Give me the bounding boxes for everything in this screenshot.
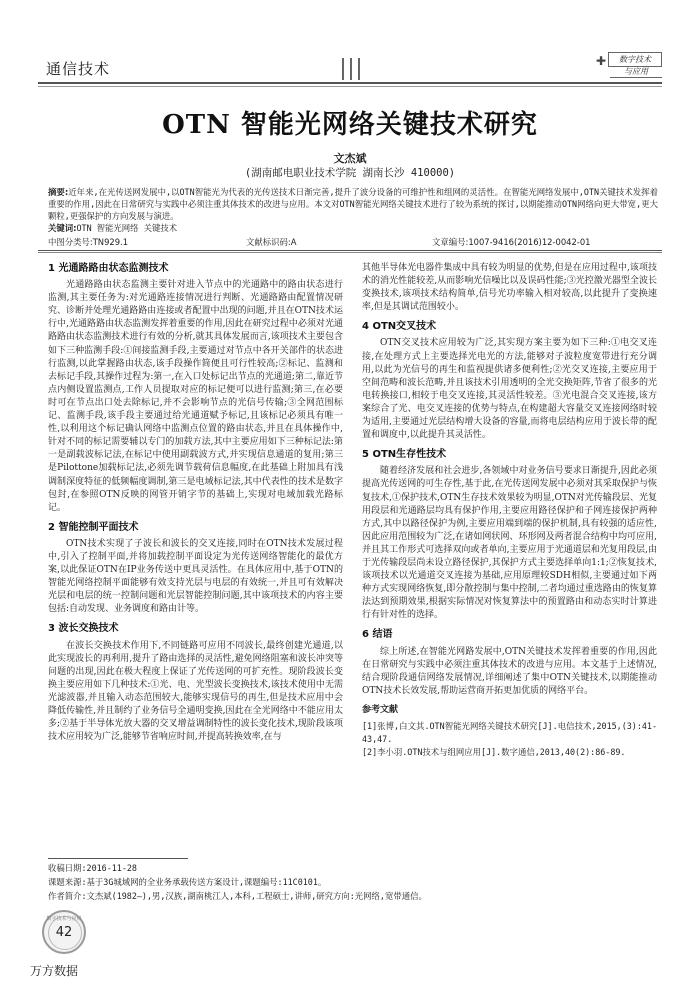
clc-number: 中图分类号:TN929.1 [48, 237, 129, 247]
received-date: 收稿日期:2016-11-28 [48, 863, 137, 873]
left-column [48, 262, 343, 744]
paragraph: OTN技术实现了子波长和波长的交叉连接,同时在OTN技术发展过程中,引入了控制平面,并将加载控制平面设定为光传送网络智能化的最优方案,以此保证OTN在IP业务传送中更具灵活性。在具体应用中,基于OTN的智能光网络控制平面能够有效支持光层与电层的有效统一,并且可有效解决光层和电层的统一控制问题和光层智能控制问题,其中该项技术的内容主要包括:自动发现、业务调度和路由计等。 [48, 538, 343, 615]
project-source: 课题来源:基于3G城域网的全业务承载传送方案设计,课题编号:11C0101。 [48, 877, 327, 887]
keywords-label: 关键词: [48, 223, 77, 233]
section-tag: 通信技术 [46, 60, 111, 78]
keywords [48, 222, 658, 234]
header-rule-thin [38, 86, 662, 87]
page-number-badge [42, 910, 86, 954]
watermark: 万方数据 [30, 964, 79, 978]
brand-line1: 数字技术 [608, 52, 662, 67]
keywords-text: OTN 智能光网络 关键技术 [76, 223, 178, 233]
section-heading: 3 波长交换技术 [48, 623, 119, 635]
abstract-label: 摘要: [48, 187, 69, 197]
article-id: 文章编号:1007-9416(2016)12-0042-01 [432, 237, 591, 247]
section-heading: 6 结语 [362, 629, 393, 641]
author-affiliation: (湖南邮电职业技术学院 湖南长沙 410000) [244, 167, 456, 179]
article-author: 文杰斌 [333, 152, 367, 165]
author-bio: 作者简介:文杰斌(1982—),男,汉族,湖南桃江人,本科,工程硕士,讲师,研究方向:光网络,宽带通信。 [48, 891, 427, 901]
abstract [48, 186, 658, 222]
page-number: 42 [55, 925, 73, 940]
paragraph: 其他半导体光电器件集成中具有较为明显的优势,但是在应用过程中,该项技术的消光性能较差,从而影响光信噪比以及误码性能;③光控激光器型全波长变换技术,该项技术结构简单,信号光功率输入相对较高,以此提升了变换速率,但是其调试范围较小。 [362, 263, 657, 313]
reference-item: [1]张博,白文其.OTN智能光网络关键技术研究[J].电信技术,2015,(3):41-43,47. [362, 721, 657, 744]
footnote-rule [48, 858, 188, 859]
paragraph: 综上所述,在智能光网路发展中,OTN关键技术发挥着重要的作用,因此在日常研究与实践中必须注重其体技术的改进与应用。本文基于上述情况,结合现阶段通信网络发展情况,详细阐述了集中OTN关键技术,以期能推动OTN技术长效发展,帮助运营商开拓更加优质的网络平台。 [362, 646, 657, 696]
brand-logo-icon: ✚ [596, 54, 607, 68]
document-code: 文献标识码:A [246, 237, 297, 247]
paragraph: 光通路路由状态监测主要针对进入节点中的光通路中的路由状态进行监测,其主要任务为:对光通路连接情况进行判断、光通路路由配置情况研究、诊断并处理光通路路由连接或者配置中出现的问题,并且在OTN技术运行中,光通路路由状态监测发挥着重要的作用,因此在研究过程中必须对光通路路由状态监测技术进行有效的分析,就其具体发展而言,该项技术主要包含如下三种监测手段:①间接监测手段,主要通过对节点中各开关部件的状态进行监测,以此掌握路由状态,该手段操作简便且可行性较高;②标记、监测和去标记手段,其操作过程为:第一,在入口处标记出节点的光通道;第二,靠近节点内侧设置监测点,工作人员提取对应的标记便可以进行监测;第三,在必要时可在节点出口处去除标记,并不会影响节点的光信号传输;③全网范围标记、监测手段,该手段主要通过给光通道赋予标记,且该标记必须具有唯一性,以利用这个标记确认网络中监测点位置的路由状态,并且在具体操作中,针对不同的标记需要辅以专门的加载方法,其中主要应用如下三种标记法:第一是副载波标记法,在标记中使用副载波方式,并实现信息通道的复用;第三是Pilottone加载标记法,必须先调节载荷信息幅度,在此基础上附加具有浅调制深度特征的低频幅度调制,第三是电域标记法,其中代表性的技术是数字包封,在参照OTN反映的网管开销字节的基础上,实现对电域加载光路标记。 [48, 280, 343, 513]
abstract-rule [38, 250, 662, 251]
header-rule [38, 82, 662, 84]
references-heading: 参考文献 [362, 704, 399, 715]
brand-line2: 与应用 [610, 66, 662, 78]
section-heading: 5 OTN生存性技术 [362, 449, 447, 461]
badge-text: 数字技术与应用 [46, 916, 82, 922]
abstract-rule-thin [38, 252, 662, 253]
section-heading: 4 OTN交叉技术 [362, 321, 437, 333]
reference-item: [2]李小羽.OTN技术与组网应用[J].数字通信,2013,40(2):86-89. [362, 747, 626, 757]
abstract-text: 近年来,在光传送网发展中,以OTN智能光为代表的光传送技术日渐完善,提升了波分设备的可维护性和组网的灵活性。在智能光网络发展中,OTN关键技术发挥着重要的作用,因此在日常研究与实践中必须注重其体技术的改进与应用。本文对OTN智能光网络关键技术进行了较为系统的探讨,以期能推动OTN网络向更大带宽,更大颗粒,更强保护的方向发展与演进。 [48, 187, 658, 221]
paragraph: 随着经济发展和社会进步,各领域中对业务信号要求日渐提升,因此必须提高光传送网的可生存性,基于此,在光传送网发展中必须对其采取保护与恢复技术,①保护技术,OTN生存技术效果较为明显,OTN对光传输段层、光复用段层和光通路层均具有保护作用,主要应用路径保护和子网连接保护两种方式,其中以路径保护为例,主要应用端到端的保护机制,具有较强的适应性,因此应用范围较为广泛,在诸如网状网、环形网及两者混合结构中均可应用,并且其工作形式可选择双向或者单向,主要应用于光通道层和光复用段层,由于光传输段层尚未设立路径保护,其保护方式主要选择单向1:1;②恢复技术,该项技术以光通道交叉连接为基础,应用原理较SDH相似,主要通过如下两种方式实现网络恢复,即分散控制与集中控制,二者均通过重选路由的恢复算法达到预期效果,根据实际情况对恢复算法中的预置路由和动态实时计算进行有针对性的选择。 [362, 466, 657, 621]
paragraph: 在波长交换技术作用下,不同链路可应用不同波长,最终创建光通道,以此实现波长的再利用,提升了路由选择的灵活性,避免网络阻塞和波长冲突等问题的出现,因此在极大程度上保证了光传送网的可扩充性。现阶段波长变换主要应用如下几种技术:①光、电、光型波长变换技术,该技术使用中无需光滤波器,并且输入动态范围较大,能够实现信号的再生,但是技术应用中会降低传输性,并且制约了业务信号全通明变换,因此在全光网络中不能应用太多;②基于半导体光放大器的交叉增益调制特性的波长变化技术,现阶段该项技术应用较为广泛,能够节省响应时间,并提高转换效率,在与 [48, 640, 343, 743]
section-heading: 1 光通路路由状态监测技术 [48, 263, 169, 274]
article-title: OTN 智能光网络关键技术研究 [162, 110, 538, 140]
header-divider-bars [342, 58, 362, 80]
journal-brand [594, 52, 662, 84]
paragraph: OTN交叉技术应用较为广泛,其实现方案主要为如下三种:①电交叉连接,在处理方式上主要选择光电光的方法,能够对子波粒度宽带进行充分调用,以此为光信号的再生和监视提供诸多便利性;②光交叉连接,主要应用于空间范畴和波长范畴,并且该技术引用透明的全光交换矩阵,节省了很多的光电转换接口,相较于电交叉连接,其灵活性较差。③光电混合交叉连接,该方案综合了光、电交叉连接的优势与特点,在构建超大容量交叉连接网络时较为适用,主要通过光层结构增大设备的容量,而将电层结构应用于波长带的配置和调度中,以此提升其灵活性。 [362, 338, 657, 441]
right-column [362, 262, 657, 759]
section-heading: 2 智能控制平面技术 [48, 521, 139, 533]
